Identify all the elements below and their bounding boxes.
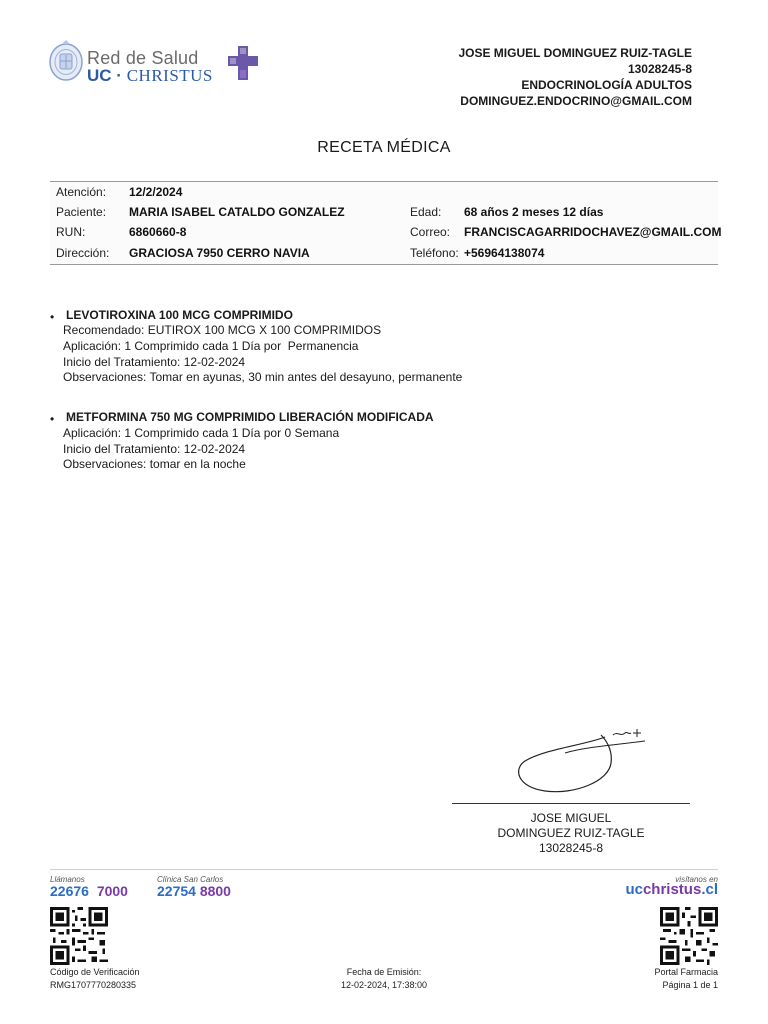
llamanos-phone[interactable] bbox=[50, 883, 128, 899]
run-label: RUN: bbox=[56, 225, 86, 239]
emission-label: Fecha de Emisión: bbox=[346, 967, 422, 977]
correo-label: Correo: bbox=[410, 225, 451, 239]
doctor-block bbox=[458, 45, 692, 109]
logo-christus: CHRISTUS bbox=[126, 66, 213, 85]
edad-label: Edad: bbox=[410, 205, 442, 219]
qr-code-portal[interactable] bbox=[660, 907, 718, 965]
signature-id: 13028245-8 bbox=[538, 841, 604, 855]
verification-code: RMG1707770280335 bbox=[50, 980, 137, 990]
footer-divider bbox=[50, 869, 718, 870]
run-value: 6860660-8 bbox=[129, 225, 187, 239]
portal-farmacia-label: Portal Farmacia bbox=[654, 967, 718, 977]
doctor-email: DOMINGUEZ.ENDOCRINO@GMAIL.COM bbox=[460, 94, 692, 108]
visitanos-label: visítanos en bbox=[675, 875, 718, 884]
clinica-phone-b: 8800 bbox=[199, 883, 231, 899]
verification-label: Código de Verificación bbox=[50, 967, 140, 977]
paciente-label: Paciente: bbox=[56, 205, 107, 219]
logo-dot: · bbox=[116, 66, 122, 85]
prescription-line: Observaciones: tomar en la noche bbox=[63, 457, 246, 471]
site-uc: uc bbox=[625, 881, 643, 898]
llamanos-phone-a: 22676 bbox=[50, 883, 89, 899]
signature-name bbox=[452, 811, 690, 856]
llamanos-phone-b: 7000 bbox=[96, 883, 128, 899]
doctor-specialty: ENDOCRINOLOGÍA ADULTOS bbox=[521, 78, 692, 92]
correo-value: FRANCISCAGARRIDOCHAVEZ@GMAIL.COM bbox=[464, 225, 722, 239]
signature-line bbox=[452, 803, 690, 804]
qr-code-verification[interactable] bbox=[50, 907, 108, 965]
signature-scribble bbox=[505, 725, 655, 801]
site-link[interactable] bbox=[625, 881, 718, 898]
prescription-line: Inicio del Tratamiento: 12-02-2024 bbox=[63, 442, 246, 456]
emission-block bbox=[284, 966, 484, 992]
page-number: Página 1 de 1 bbox=[662, 980, 718, 990]
telefono-label: Teléfono: bbox=[410, 246, 459, 260]
site-cl: .cl bbox=[701, 881, 718, 898]
portal-block bbox=[654, 966, 718, 992]
doctor-name: JOSE MIGUEL DOMINGUEZ RUIZ-TAGLE bbox=[458, 46, 692, 60]
atencion-value: 12/2/2024 bbox=[129, 185, 183, 199]
direccion-label: Dirección: bbox=[56, 246, 110, 260]
llamanos-label: Llámanos bbox=[50, 875, 85, 884]
christus-cross-icon bbox=[228, 46, 258, 80]
prescription-title: METFORMINA 750 MG COMPRIMIDO LIBERACIÓN MODIFICADA bbox=[66, 410, 434, 424]
clinica-phone-a: 22754 bbox=[157, 883, 196, 899]
atencion-label: Atención: bbox=[56, 185, 107, 199]
signature-name2: DOMINGUEZ RUIZ-TAGLE bbox=[497, 826, 645, 840]
doctor-id: 13028245-8 bbox=[627, 62, 692, 76]
clinica-label: Clínica San Carlos bbox=[157, 875, 224, 884]
edad-value: 68 años 2 meses 12 días bbox=[464, 205, 604, 219]
direccion-value: GRACIOSA 7950 CERRO NAVIA bbox=[129, 246, 310, 260]
verification-block bbox=[50, 966, 140, 992]
logo-line1: Red de Salud bbox=[87, 48, 199, 68]
uc-seal-icon bbox=[48, 36, 84, 84]
prescription-line: Observaciones: Tomar en ayunas, 30 min antes del desayuno, permanente bbox=[63, 370, 463, 384]
site-christus: christus bbox=[642, 881, 702, 898]
emission-date: 12-02-2024, 17:38:00 bbox=[340, 980, 428, 990]
prescription-line: Aplicación: 1 Comprimido cada 1 Día por Permanencia bbox=[63, 339, 359, 353]
logo-line2 bbox=[87, 66, 213, 86]
page-title: RECETA MÉDICA bbox=[317, 139, 451, 156]
prescription-line: Aplicación: 1 Comprimido cada 1 Día por 0 Semana bbox=[63, 426, 340, 440]
prescription-title: LEVOTIROXINA 100 MCG COMPRIMIDO bbox=[66, 308, 293, 322]
paciente-value: MARIA ISABEL CATALDO GONZALEZ bbox=[129, 205, 345, 219]
bullet: • bbox=[50, 310, 55, 324]
clinica-phone[interactable] bbox=[157, 883, 231, 899]
prescription-line: Inicio del Tratamiento: 12-02-2024 bbox=[63, 355, 246, 369]
prescription-line: Recomendado: EUTIROX 100 MCG X 100 COMPRIMIDOS bbox=[63, 323, 382, 337]
bullet: • bbox=[50, 412, 55, 426]
logo-uc: UC bbox=[87, 66, 112, 85]
signature-name1: JOSE MIGUEL bbox=[530, 811, 612, 825]
telefono-value: +56964138074 bbox=[464, 246, 545, 260]
